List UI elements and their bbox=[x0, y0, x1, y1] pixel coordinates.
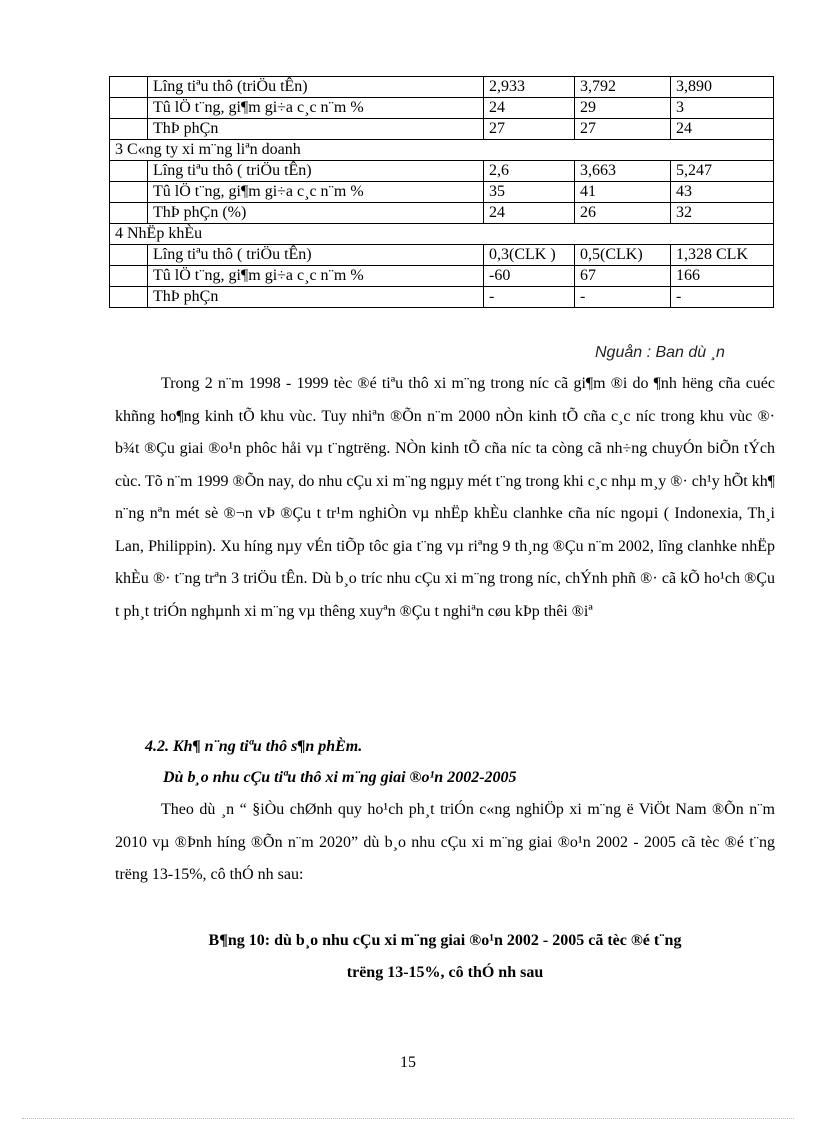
consumption-table bbox=[109, 76, 774, 308]
row-label-cell: ThÞ phÇn bbox=[148, 119, 484, 140]
table-row bbox=[110, 203, 774, 224]
value-cell-v3: 43 bbox=[671, 182, 774, 203]
table-section-row bbox=[110, 224, 774, 245]
table-row bbox=[110, 182, 774, 203]
page-number: 15 bbox=[400, 1054, 416, 1071]
value-cell-v1: -60 bbox=[484, 266, 575, 287]
index-cell bbox=[110, 203, 148, 224]
value-cell-v3: 1,328 CLK bbox=[671, 245, 774, 266]
value-cell-v1: 2,933 bbox=[484, 77, 575, 98]
index-cell bbox=[110, 98, 148, 119]
row-label-cell: ThÞ phÇn (%) bbox=[148, 203, 484, 224]
value-cell-v2: 3,663 bbox=[575, 161, 671, 182]
index-cell bbox=[110, 161, 148, 182]
paragraph-2-text: Theo dù ¸n “ §iÒu chØnh quy ho¹ch ph¸t triÓn c«ng nghiÖp xi m¨ng ë ViÖt Nam ®Õn n¨m 2010 vµ ®Þnh híng ®Õn n¨m 2020” dù b¸o nhu cÇu xi m¨ng giai ®o¹n 2002 - 2005 cã tèc ®é t¨ng trëng 13-15%, cô thÓ nh sau: bbox=[115, 801, 775, 883]
value-cell-v1: 0,3(CLK ) bbox=[484, 245, 575, 266]
page-bottom-divider bbox=[22, 1118, 794, 1119]
table-row bbox=[110, 98, 774, 119]
table-row bbox=[110, 161, 774, 182]
table-row bbox=[110, 77, 774, 98]
section-label-cell: 4 NhËp khÈu bbox=[110, 224, 774, 245]
paragraph-consumption-trend bbox=[115, 368, 775, 628]
value-cell-v2: 3,792 bbox=[575, 77, 671, 98]
value-cell-v3: 3 bbox=[671, 98, 774, 119]
table-row bbox=[110, 266, 774, 287]
row-label-cell: ThÞ phÇn bbox=[148, 287, 484, 308]
paragraph-forecast bbox=[115, 794, 775, 892]
value-cell-v3: - bbox=[671, 287, 774, 308]
paragraph-1-text: Trong 2 n¨m 1998 - 1999 tèc ®é tiªu thô xi m¨ng trong níc cã gi¶m ®i do ¶nh hëng cña cuéc khñng ho¶ng kinh tÕ khu vùc. Tuy nhiªn ®Õn n¨m 2000 nÒn kinh tÕ cña c¸c níc trong khu vùc ®· b¾t ®Çu giai ®o¹n phôc håi vµ t¨ngtrëng. NÒn kinh tÕ cña níc ta còng cã nh÷ng chuyÓn biÕn tÝch cùc. Tõ n¨m 1999 ®Õn nay, do nhu cÇu xi m¨ng ngµy mét t¨ng trong khi c¸c nhµ m¸y ®· ch¹y hÕt kh¶ n¨ng nªn mét sè ®¬n vÞ ®Çu t tr¹m nghiÒn vµ nhËp khÈu clanhke cña níc ngoµi ( Indonexia, Th¸i Lan, Philippin). Xu híng nµy vÉn tiÕp tôc gia t¨ng vµ riªng 9 th¸ng ®Çu n¨m 2002, lîng clanhke nhËp khÈu ®· t¨ng trªn 3 triÖu tÊn. Dù b¸o tríc nhu cÇu xi m¨ng trong níc, chÝnh phñ ®· cã kÕ ho¹ch ®Çu t ph¸t triÓn nghµnh xi m¨ng vµ thêng xuyªn ®Çu t nghiªn cøu kÞp thêi ®iª bbox=[115, 375, 775, 620]
value-cell-v1: 35 bbox=[484, 182, 575, 203]
value-cell-v2: 26 bbox=[575, 203, 671, 224]
value-cell-v2: 41 bbox=[575, 182, 671, 203]
table-row bbox=[110, 245, 774, 266]
section-label-cell: 3 C«ng ty xi m¨ng liªn doanh bbox=[110, 140, 774, 161]
value-cell-v2: 67 bbox=[575, 266, 671, 287]
table-caption-line-2: trëng 13-15%, cô thÓ nh sau bbox=[346, 964, 544, 981]
row-label-cell: Tû lÖ t¨ng, gi¶m gi÷a c¸c n¨m % bbox=[148, 98, 484, 119]
index-cell bbox=[110, 182, 148, 203]
value-cell-v3: 3,890 bbox=[671, 77, 774, 98]
value-cell-v3: 32 bbox=[671, 203, 774, 224]
row-label-cell: Lîng tiªu thô ( triÖu tÊn) bbox=[148, 161, 484, 182]
row-label-cell: Lîng tiªu thô ( triÖu tÊn) bbox=[148, 245, 484, 266]
table-section-row bbox=[110, 140, 774, 161]
row-label-cell: Lîng tiªu thô (triÖu tÊn) bbox=[148, 77, 484, 98]
value-cell-v1: 24 bbox=[484, 98, 575, 119]
row-label-cell: Tû lÖ t¨ng, gi¶m gi÷a c¸c n¨m % bbox=[148, 266, 484, 287]
value-cell-v2: 27 bbox=[575, 119, 671, 140]
value-cell-v2: 29 bbox=[575, 98, 671, 119]
index-cell bbox=[110, 119, 148, 140]
index-cell bbox=[110, 245, 148, 266]
value-cell-v1: - bbox=[484, 287, 575, 308]
subsection-heading: Dù b¸o nhu cÇu tiªu thô xi m¨ng giai ®o¹n 2002-2005 bbox=[163, 769, 517, 786]
value-cell-v2: 0,5(CLK) bbox=[575, 245, 671, 266]
table-caption-line-1: B¶ng 10: dù b¸o nhu cÇu xi m¨ng giai ®o¹n 2002 - 2005 cã tèc ®é t¨ng bbox=[208, 932, 682, 949]
section-heading: 4.2. Kh¶ n¨ng tiªu thô s¶n phÈm. bbox=[145, 738, 363, 755]
table-body bbox=[110, 77, 774, 308]
table-row bbox=[110, 287, 774, 308]
row-label-cell: Tû lÖ t¨ng, gi¶m gi÷a c¸c n¨m % bbox=[148, 182, 484, 203]
value-cell-v3: 166 bbox=[671, 266, 774, 287]
value-cell-v3: 24 bbox=[671, 119, 774, 140]
table-row bbox=[110, 119, 774, 140]
index-cell bbox=[110, 266, 148, 287]
index-cell bbox=[110, 77, 148, 98]
index-cell bbox=[110, 287, 148, 308]
value-cell-v2: - bbox=[575, 287, 671, 308]
value-cell-v1: 24 bbox=[484, 203, 575, 224]
source-note: Nguån : Ban dù ¸n bbox=[595, 344, 725, 361]
value-cell-v1: 2,6 bbox=[484, 161, 575, 182]
value-cell-v3: 5,247 bbox=[671, 161, 774, 182]
value-cell-v1: 27 bbox=[484, 119, 575, 140]
